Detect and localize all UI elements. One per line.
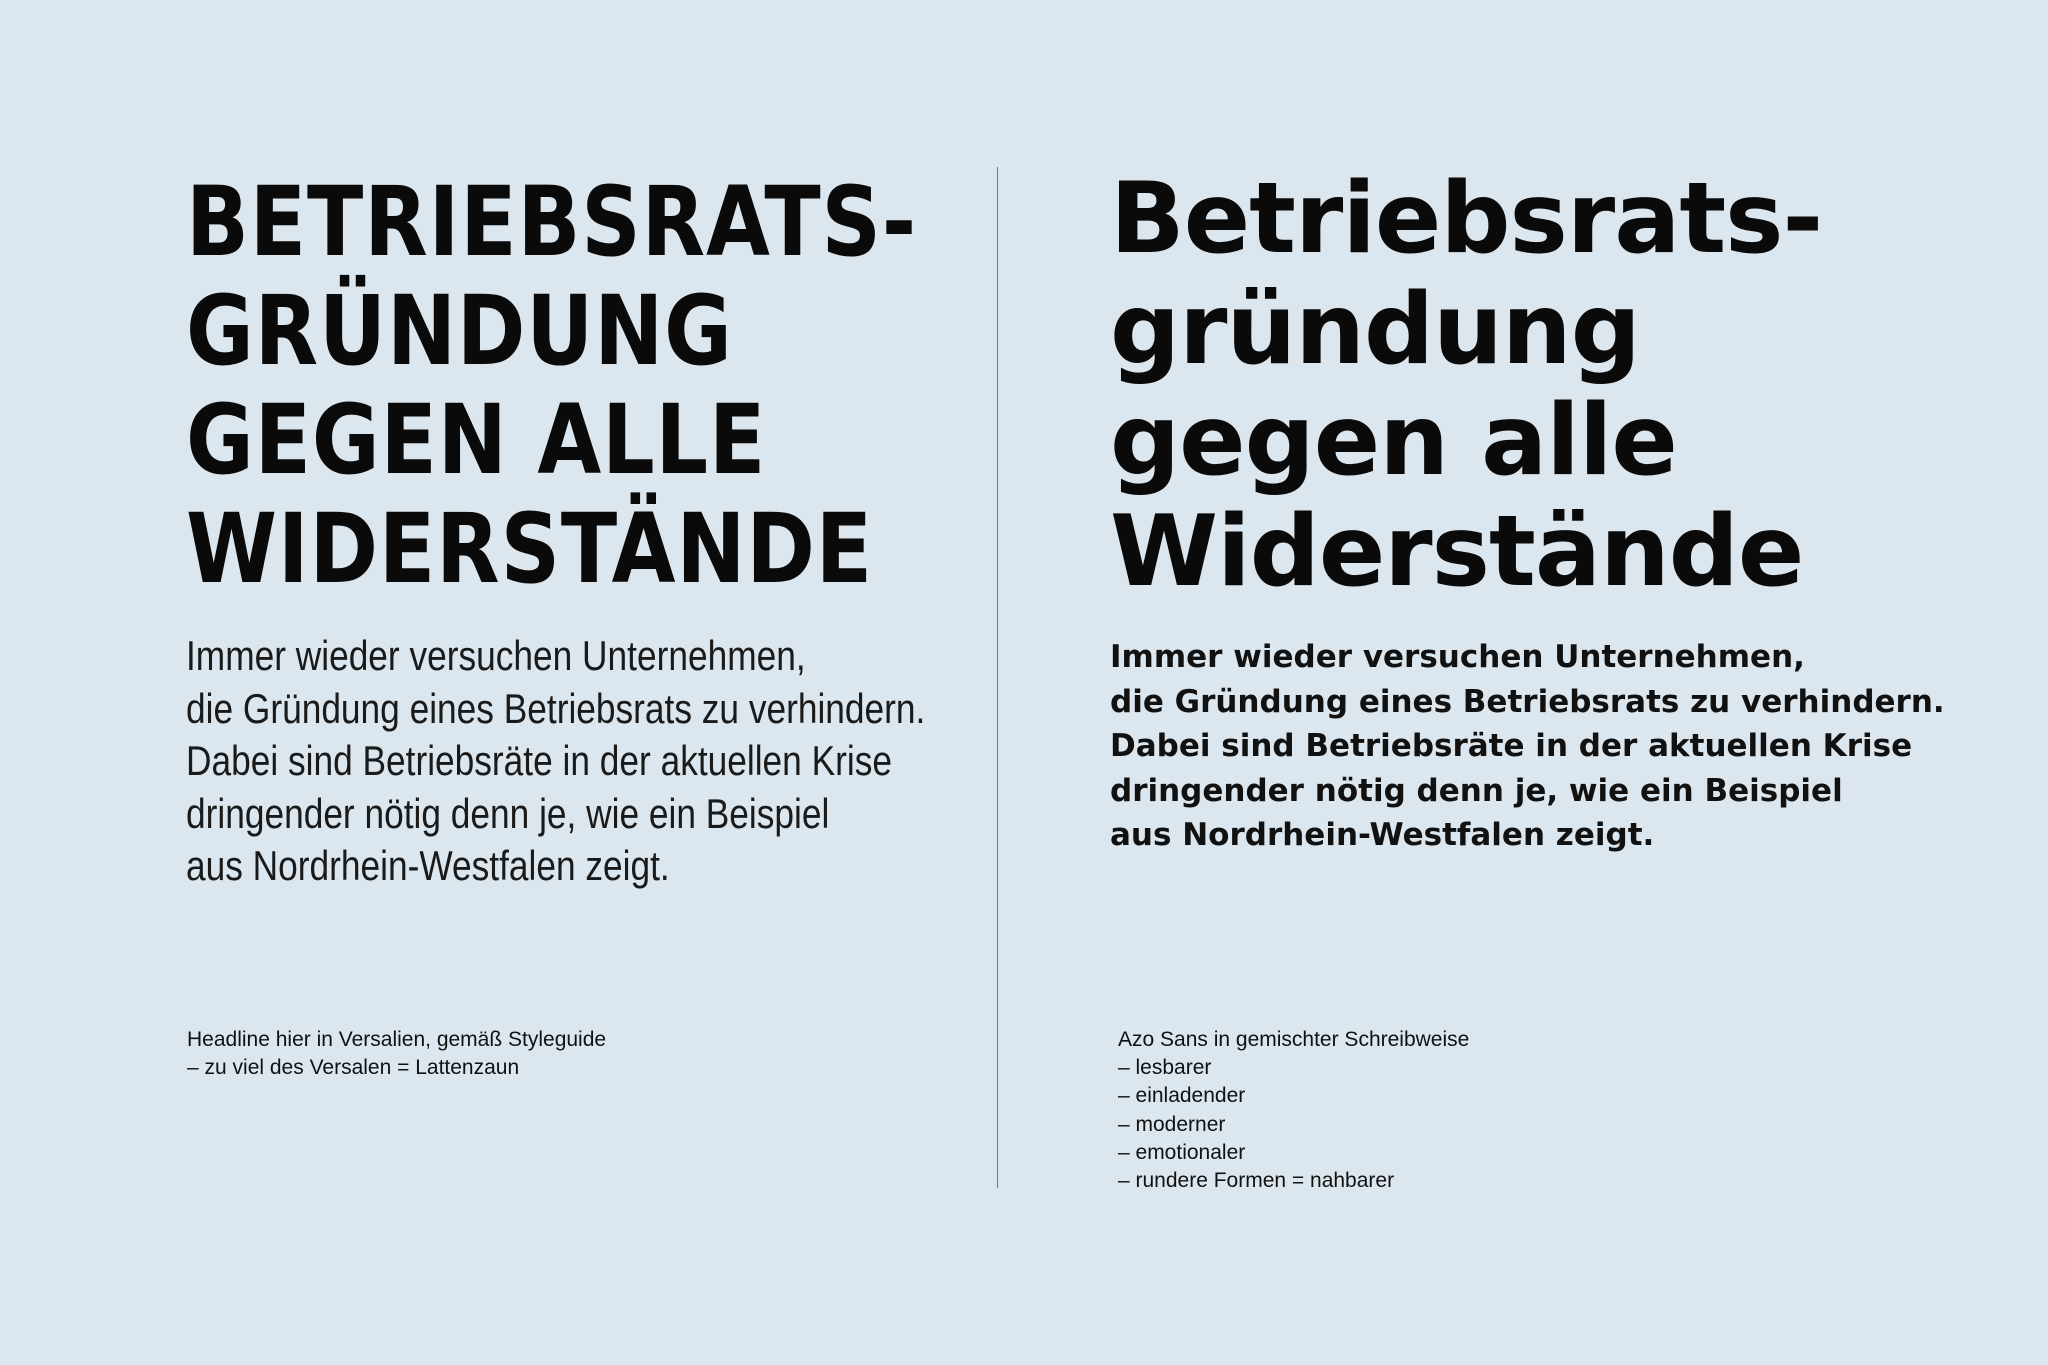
- body-text-right: [1110, 635, 1945, 858]
- body-line: die Gründung eines Betriebsrats zu verhindern.: [1110, 683, 1945, 720]
- body-line: Immer wieder versuchen Unternehmen,: [1110, 639, 1805, 675]
- body-line: Dabei sind Betriebsräte in der aktuellen Krise: [1110, 728, 1913, 764]
- note-line: – lesbarer: [1118, 1056, 1212, 1080]
- body-text-left: [186, 630, 925, 893]
- headline-line: GRÜNDUNG: [186, 275, 733, 387]
- body-line: Immer wieder versuchen Unternehmen,: [186, 632, 806, 679]
- headline-line: GEGEN ALLE: [186, 384, 767, 496]
- headline-line: Betriebsrats-: [1110, 162, 1823, 276]
- caption-note-left: [187, 1026, 606, 1082]
- headline-line: gegen alle: [1110, 384, 1677, 498]
- vertical-divider: [997, 167, 998, 1188]
- headline-uppercase: [186, 168, 917, 604]
- body-line: aus Nordrhein-Westfalen zeigt.: [1110, 817, 1655, 853]
- caption-note-right: [1118, 1026, 1469, 1195]
- note-line: – rundere Formen = nahbarer: [1118, 1169, 1395, 1193]
- note-line: – zu viel des Versalen = Lattenzaun: [187, 1056, 520, 1079]
- note-line: Azo Sans in gemischter Schreibweise: [1118, 1028, 1470, 1051]
- body-line: die Gründung eines Betriebsrats zu verhindern.: [186, 684, 926, 732]
- note-line: – einladender: [1118, 1084, 1246, 1108]
- headline-line: gründung: [1110, 273, 1640, 387]
- body-line: dringender nötig denn je, wie ein Beispiel: [186, 789, 830, 837]
- body-line: dringender nötig denn je, wie ein Beispiel: [1110, 772, 1843, 809]
- note-line: – moderner: [1118, 1112, 1226, 1136]
- body-line: Dabei sind Betriebsräte in der aktuellen Krise: [186, 737, 892, 784]
- headline-line: WIDERSTÄNDE: [186, 493, 874, 605]
- headline-line: BETRIEBSRATS-: [186, 166, 917, 278]
- headline-line: Widerstände: [1110, 495, 1804, 609]
- body-line: aus Nordrhein-Westfalen zeigt.: [186, 842, 670, 889]
- headline-mixed-case: [1110, 164, 1822, 608]
- note-line: Headline hier in Versalien, gemäß Styleguide: [187, 1028, 607, 1051]
- note-line: – emotionaler: [1118, 1140, 1246, 1164]
